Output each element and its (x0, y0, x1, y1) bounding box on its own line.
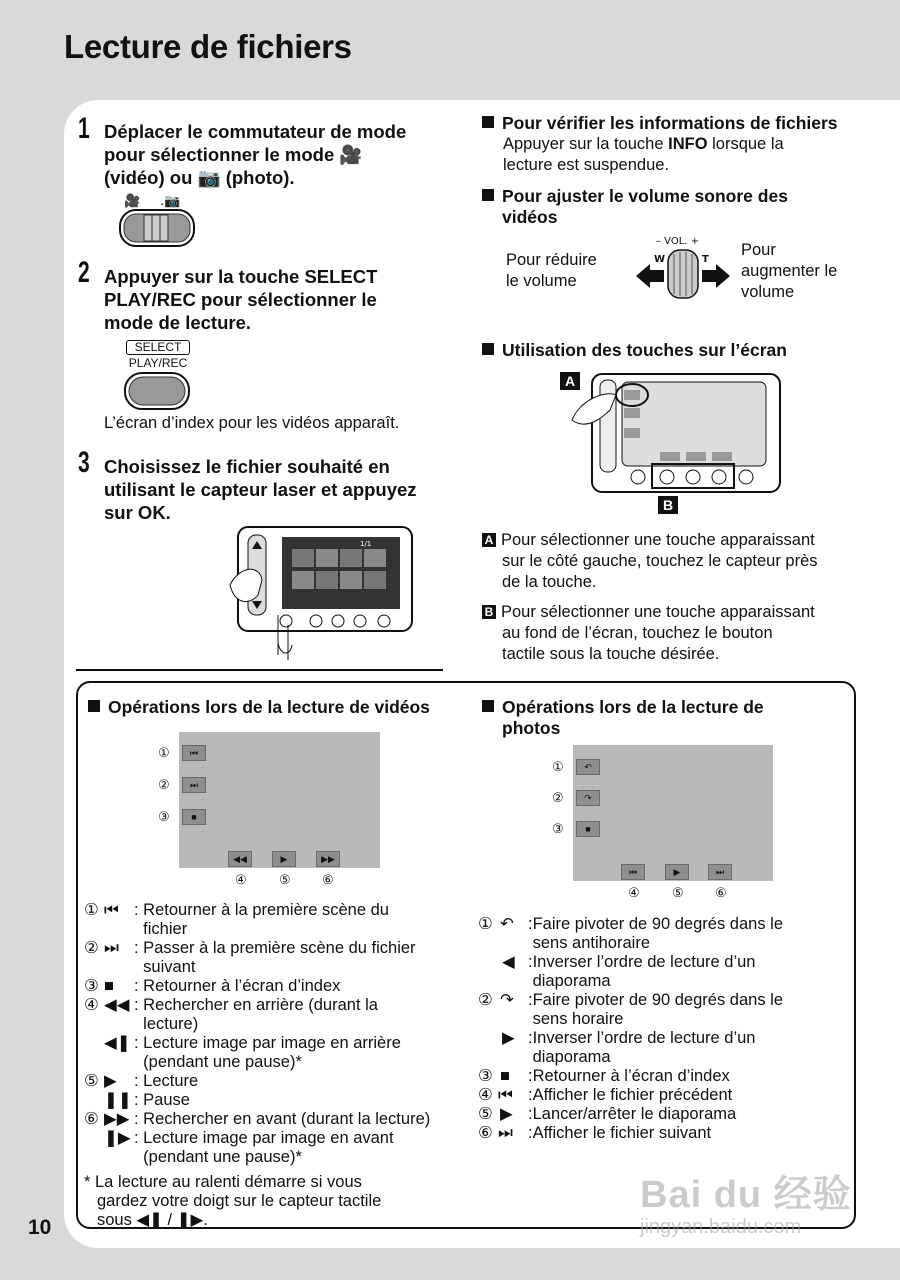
video-ops-list (84, 901, 456, 1167)
item-line: suivant (143, 958, 196, 976)
video-rewind-button: ◀◀ (228, 851, 252, 867)
item-line: Retourner à la première scène du (143, 901, 389, 919)
video-mode-icon: 🎥 (339, 144, 363, 165)
item-num: ③ (84, 977, 99, 995)
play-icon: ▶ (104, 1072, 117, 1090)
item-line: Inverser l’ordre de lecture d’un (532, 1029, 756, 1047)
list-item: ⑤ ▶ : Lecture (84, 1072, 199, 1090)
photo-rotate-left-button: ↶ (576, 759, 600, 775)
item-num: ⑤ (478, 1105, 493, 1123)
item-line: Retourner à l’écran d’index (532, 1067, 730, 1085)
forward-icon: ▶▶ (104, 1110, 130, 1128)
item-num: ① (84, 901, 99, 919)
item-line: diaporama (532, 972, 611, 990)
volume-heading-text: vidéos (502, 207, 558, 227)
volume-heading (482, 186, 788, 228)
volume-dial-illustration (632, 232, 734, 304)
callout-5: ⑤ (279, 872, 291, 887)
item-line: Retourner à l’écran d’index (143, 977, 341, 995)
lcd-index-illustration (220, 525, 415, 665)
info-heading-text: Pour vérifier les informations de fichiers (502, 113, 838, 133)
watermark-brand: Bai du 经验 (640, 1174, 852, 1216)
play-rec-label: PLAY/REC (128, 356, 188, 370)
video-play-button: ▶ (272, 851, 296, 867)
index-screen-note: L’écran d’index pour les vidéos apparaît. (104, 414, 400, 432)
list-item: ⑥ ▶▶ : Rechercher en avant (durant la lecture) (84, 1110, 431, 1128)
volume-down-line: Pour réduire (506, 251, 597, 269)
item-num: ④ (84, 996, 99, 1014)
callout-6: ⑥ (322, 872, 334, 887)
vol-label: – VOL. + (656, 236, 700, 247)
step-3-line: utilisant le capteur laser et appuyez (104, 479, 417, 500)
video-ops-heading-text: Opérations lors de la lecture de vidéos (108, 697, 430, 717)
item-line: (pendant une pause)* (143, 1053, 302, 1071)
item-line: Pause (143, 1091, 190, 1109)
video-screen (179, 732, 380, 868)
photo-next-button: ⏭ (708, 864, 732, 880)
select-play-rec-button (124, 372, 192, 412)
footnote-line: sous ◀❚ / ❚▶. (97, 1211, 208, 1229)
photo-previous-button: ⏮ (621, 864, 645, 880)
item-line: Lecture image par image en arrière (143, 1034, 401, 1052)
item-num: ② (478, 991, 493, 1009)
callout-3: ③ (158, 809, 170, 824)
info-text-line: lecture est suspendue. (503, 156, 670, 174)
item-line: fichier (143, 920, 188, 938)
b-text-line: au fond de l’écran, touchez le bouton (502, 624, 773, 642)
pause-icon: ❚❚ (104, 1091, 132, 1109)
b-label: B (663, 497, 674, 513)
item-line: Rechercher en avant (durant la lecture) (143, 1110, 431, 1128)
list-item: ⑥ ⏭ :Afficher le fichier suivant (478, 1124, 712, 1142)
divider (76, 669, 443, 671)
item-num: ③ (478, 1067, 493, 1085)
volume-up-text (741, 240, 837, 303)
photo-ops-list (478, 915, 850, 1143)
a-label: A (565, 373, 576, 389)
rotate-left-icon: ↶ (500, 915, 514, 933)
stop-icon: ■ (104, 977, 114, 995)
next-file-icon: ⏭ (104, 939, 119, 957)
a-explanation (482, 530, 862, 593)
item-line: Afficher le fichier précédent (532, 1086, 733, 1104)
watermark-url: jingyan.baidu.com (640, 1216, 802, 1238)
step-2-number: 2 (78, 256, 90, 289)
w-label: W (654, 254, 666, 265)
page-number: 10 (28, 1216, 52, 1239)
step-1-line: (vidéo) ou (104, 167, 193, 188)
item-line: Lecture image par image en avant (143, 1129, 394, 1147)
item-num: ① (478, 915, 493, 933)
frame-forward-icon: ❚▶ (104, 1129, 131, 1147)
step-2-line: PLAY/REC pour sélectionner le (104, 289, 377, 310)
b-text-line: tactile sous la touche désirée. (502, 645, 720, 663)
b-badge: B (482, 605, 496, 619)
item-line: (pendant une pause)* (143, 1148, 302, 1166)
counter-text: 1/1 (360, 540, 372, 548)
touch-heading (482, 340, 787, 361)
callout-4: ④ (235, 872, 247, 887)
item-line: Faire pivoter de 90 degrés dans le (532, 915, 783, 933)
volume-up-line: volume (741, 283, 795, 301)
step-3-line: sur OK. (104, 502, 171, 523)
info-text-part: lorsque la (707, 135, 784, 153)
a-text-line: sur le côté gauche, touchez le capteur près (502, 552, 818, 570)
item-line: Faire pivoter de 90 degrés dans le (532, 991, 783, 1009)
a-text-line: de la touche. (502, 573, 597, 591)
list-item: ② ↷ :Faire pivoter de 90 degrés dans le sens horaire (478, 991, 783, 1028)
stop-icon: ■ (500, 1067, 510, 1085)
list-item: ④ ⏮ :Afficher le fichier précédent (478, 1086, 733, 1104)
previous-icon: ⏮ (498, 1086, 513, 1104)
list-item: ① ↶ :Faire pivoter de 90 degrés dans le sens antihoraire (478, 915, 783, 952)
callout-4: ④ (628, 885, 640, 900)
list-item: ① ⏮ : Retourner à la première scène du fichier (84, 901, 389, 938)
callout-1: ① (158, 745, 170, 760)
video-ops-heading (88, 697, 430, 718)
t-label: T (702, 254, 709, 265)
step-1-text (104, 120, 444, 189)
step-1-line: (photo). (225, 167, 295, 188)
list-item: ⑤ ▶ :Lancer/arrêter le diaporama (478, 1105, 737, 1123)
list-item: ▶ :Inverser l’ordre de lecture d’un diaporama (502, 1029, 756, 1066)
callout-2: ② (552, 790, 564, 805)
page-title: Lecture de fichiers (64, 28, 352, 65)
b-text-line: Pour sélectionner une touche apparaissant (501, 603, 815, 621)
item-line: diaporama (532, 1048, 611, 1066)
list-item: ② ⏭ : Passer à la première scène du fichier suivant (84, 939, 416, 976)
photo-stop-button: ■ (576, 821, 600, 837)
video-first-scene-button: ⏮ (182, 745, 206, 761)
item-line: Lecture (143, 1072, 199, 1090)
item-line: Afficher le fichier suivant (532, 1124, 712, 1142)
list-item: ◀❚ : Lecture image par image en arrière (pendant une pause)* (104, 1034, 401, 1071)
item-num: ⑥ (84, 1110, 99, 1128)
photo-play-button: ▶ (665, 864, 689, 880)
item-num: ④ (478, 1086, 493, 1104)
photo-ops-heading-text: photos (502, 718, 561, 738)
rotate-right-icon: ↷ (500, 991, 514, 1009)
touch-heading-text: Utilisation des touches sur l’écran (502, 340, 787, 360)
info-text-part: Appuyer sur la touche (503, 135, 669, 153)
info-heading (482, 113, 838, 134)
info-text (503, 134, 784, 176)
volume-down-text (506, 250, 597, 292)
mode-switch-illustration (118, 192, 198, 250)
volume-up-line: augmenter le (741, 262, 838, 280)
item-line: sens horaire (532, 1010, 624, 1028)
callout-1: ① (552, 759, 564, 774)
touch-buttons-illustration (560, 370, 782, 520)
step-3-line: Choisissez le fichier souhaité en (104, 456, 390, 477)
play-icon: ▶ (500, 1105, 513, 1123)
a-text-line: Pour sélectionner une touche apparaissant (501, 531, 815, 549)
item-line: sens antihoraire (532, 934, 650, 952)
photo-rotate-right-button: ↷ (576, 790, 600, 806)
select-label: SELECT (126, 340, 190, 355)
callout-5: ⑤ (672, 885, 684, 900)
callout-2: ② (158, 777, 170, 792)
svg-text:🎥: 🎥 (124, 194, 141, 209)
list-item: ③ ■ :Retourner à l’écran d’index (478, 1067, 730, 1085)
list-item: ③ ■ : Retourner à l’écran d’index (84, 977, 341, 995)
callout-3: ③ (552, 821, 564, 836)
footnote-line: * La lecture au ralenti démarre si vous (84, 1173, 362, 1191)
step-3-number: 3 (78, 446, 90, 479)
item-num: ⑤ (84, 1072, 99, 1090)
svg-text:.📷: .📷 (160, 194, 181, 209)
item-num: ⑥ (478, 1124, 493, 1142)
step-1-line: pour sélectionner le mode (104, 144, 335, 165)
reverse-right-icon: ▶ (502, 1029, 515, 1047)
list-item: ❚▶ : Lecture image par image en avant (pendant une pause)* (104, 1129, 394, 1166)
reverse-left-icon: ◀ (502, 953, 515, 971)
item-line: lecture) (143, 1015, 199, 1033)
footnote-line: gardez votre doigt sur le capteur tactile (97, 1192, 382, 1210)
video-next-file-button: ⏭ (182, 777, 206, 793)
b-explanation (482, 602, 862, 665)
next-icon: ⏭ (498, 1124, 513, 1142)
item-line: Inverser l’ordre de lecture d’un (532, 953, 756, 971)
item-num: ② (84, 939, 99, 957)
a-badge: A (482, 533, 496, 547)
list-item: ◀ :Inverser l’ordre de lecture d’un diaporama (502, 953, 756, 990)
camera-icon: 📷 (197, 167, 221, 188)
video-stop-button: ■ (182, 809, 206, 825)
item-line: Lancer/arrêter le diaporama (532, 1105, 737, 1123)
first-scene-icon: ⏮ (104, 901, 119, 919)
volume-down-line: le volume (506, 272, 577, 290)
step-2-text (104, 265, 444, 334)
info-keyword: INFO (668, 135, 708, 153)
callout-6: ⑥ (715, 885, 727, 900)
rewind-icon: ◀◀ (104, 996, 130, 1014)
step-3-text (104, 455, 449, 524)
photo-screen (573, 745, 773, 881)
step-1-line: Déplacer le commutateur de mode (104, 121, 407, 142)
volume-heading-text: Pour ajuster le volume sonore des (502, 186, 788, 206)
item-line: Passer à la première scène du fichier (143, 939, 416, 957)
footnote (84, 1173, 444, 1230)
video-forward-button: ▶▶ (316, 851, 340, 867)
frame-back-icon: ◀❚ (104, 1034, 131, 1052)
volume-up-line: Pour (741, 241, 776, 259)
photo-ops-heading (482, 697, 764, 739)
item-line: Rechercher en arrière (durant la (143, 996, 378, 1014)
step-2-line: mode de lecture. (104, 312, 252, 333)
list-item: ❚❚ : Pause (104, 1091, 190, 1109)
list-item: ④ ◀◀ : Rechercher en arrière (durant la lecture) (84, 996, 378, 1033)
photo-ops-heading-text: Opérations lors de la lecture de (502, 697, 764, 717)
step-1-number: 1 (78, 112, 90, 145)
step-2-line: Appuyer sur la touche SELECT (104, 266, 378, 287)
